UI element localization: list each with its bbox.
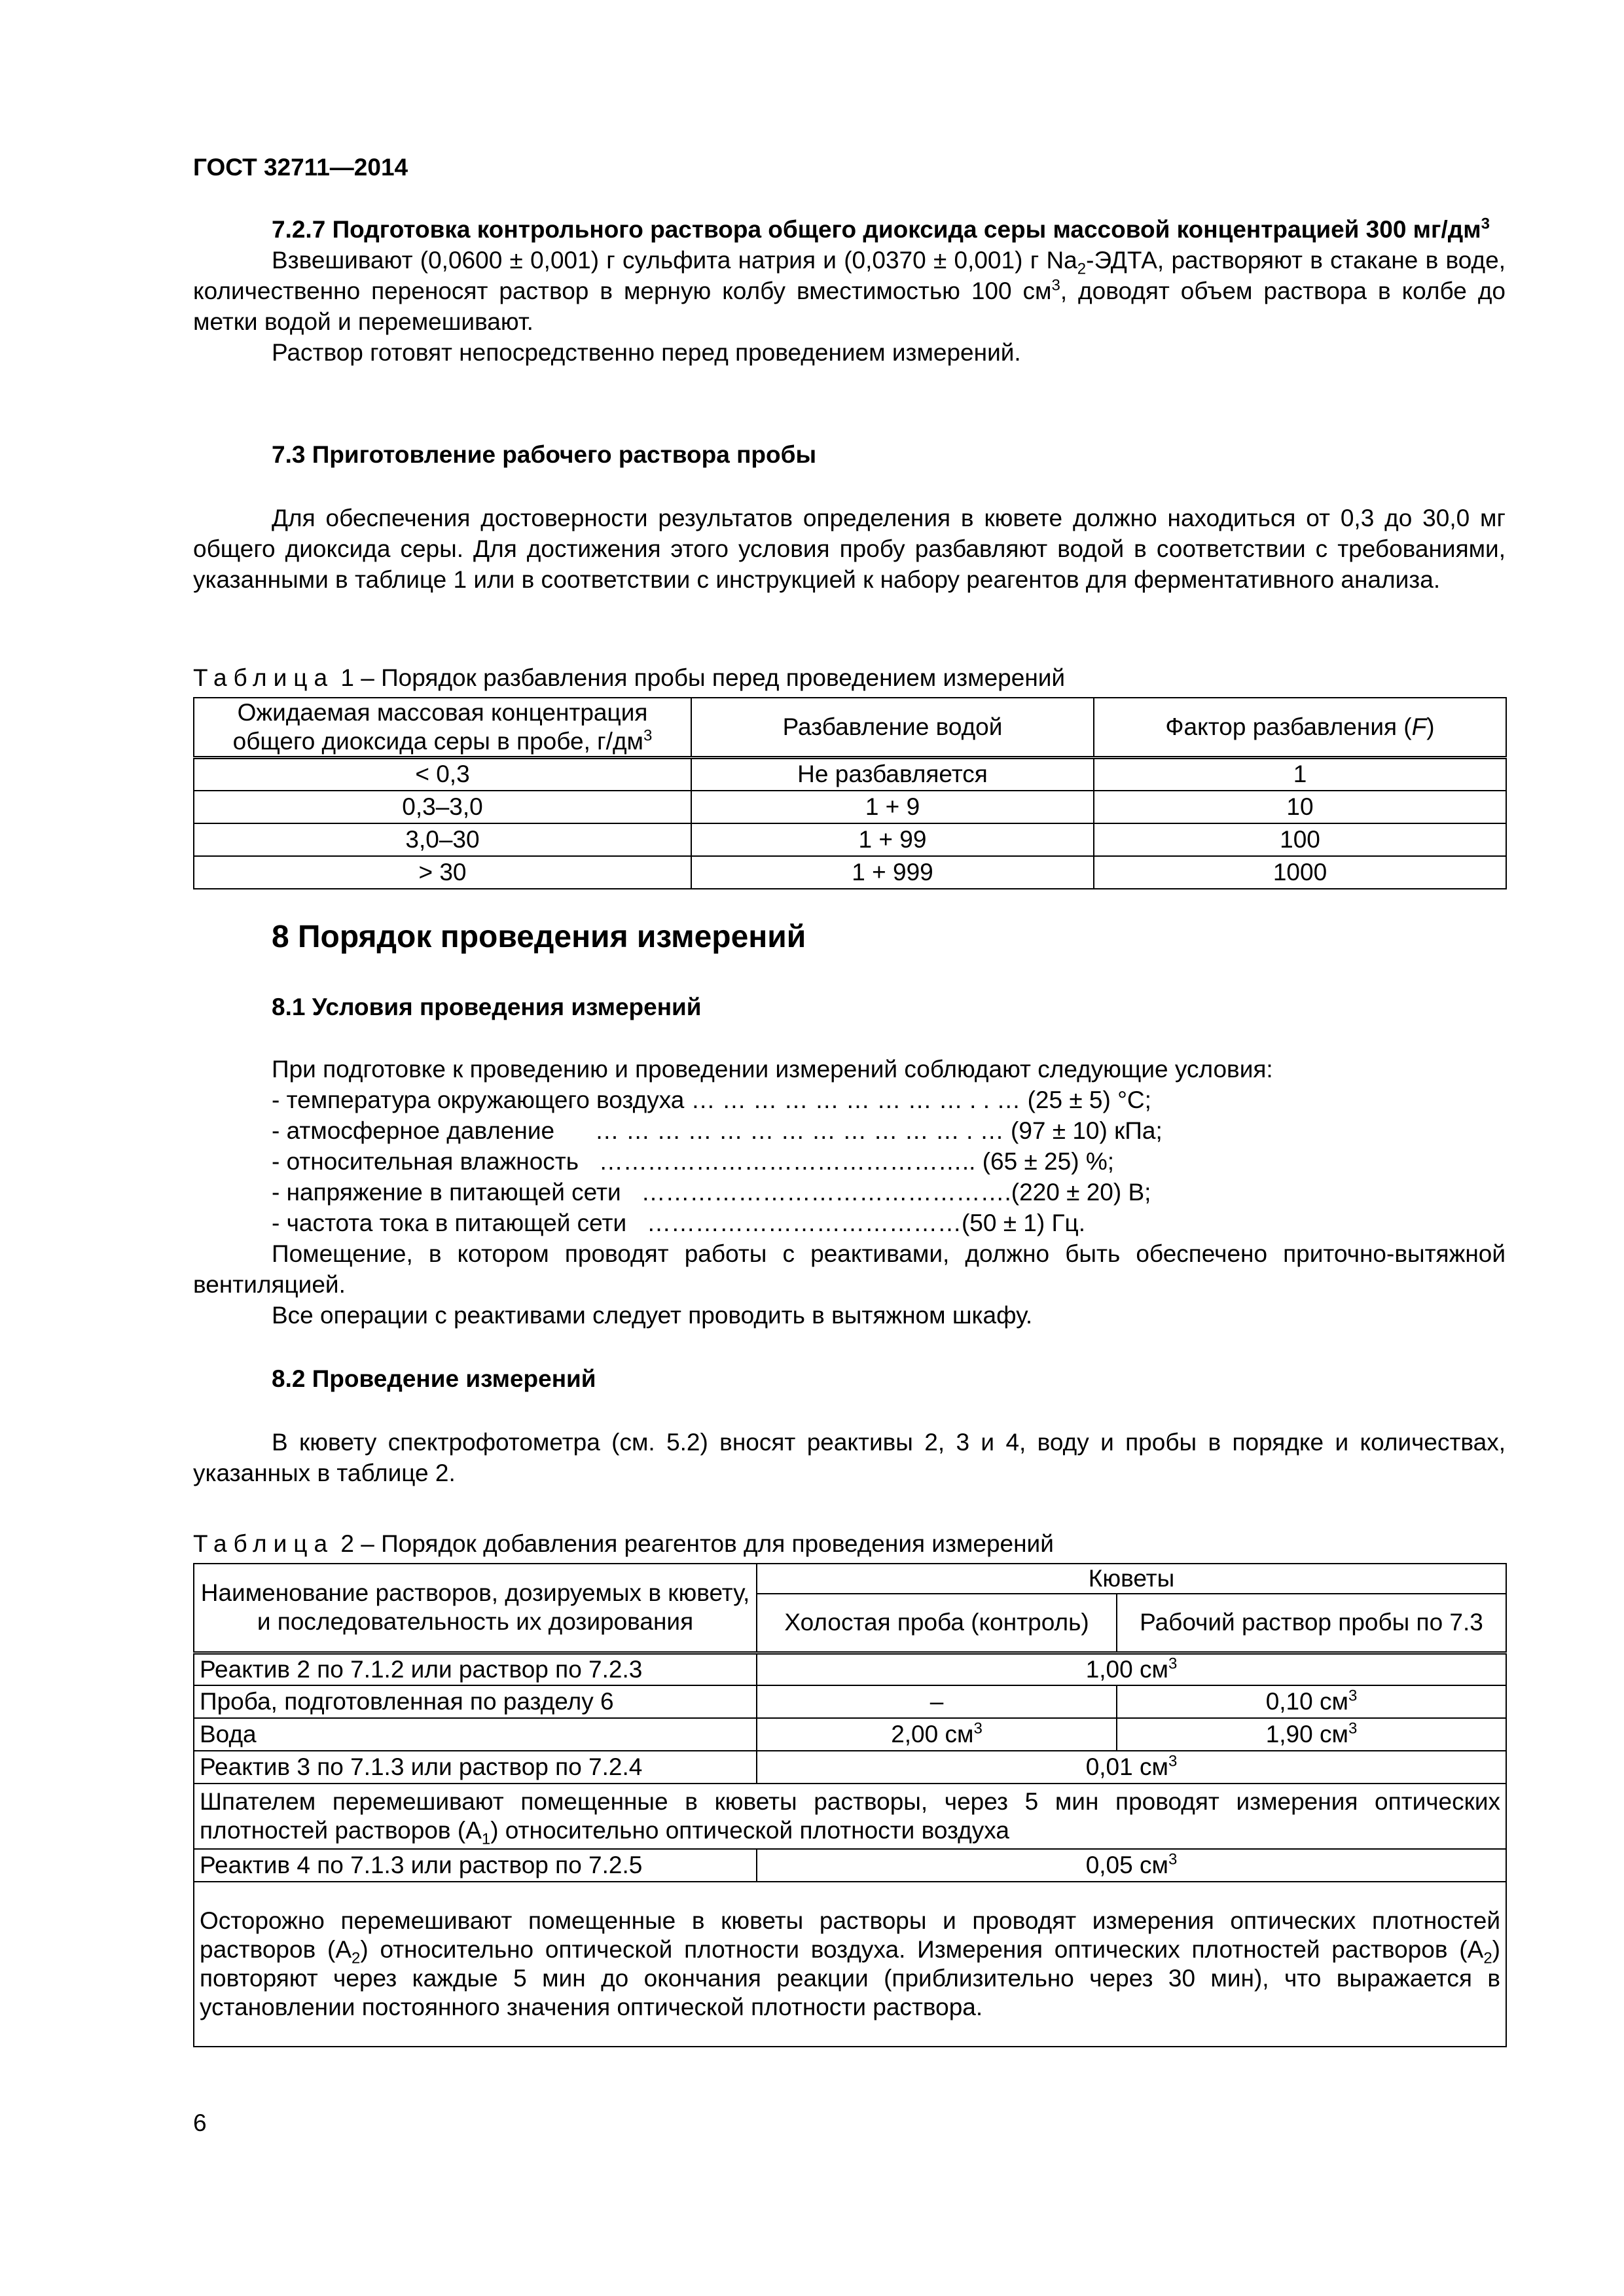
table-cell: 100 — [1094, 823, 1506, 856]
section-7-3-title: 7.3 Приготовление рабочего раствора пробы — [272, 441, 817, 468]
section-7-2-7-title: 7.2.7 Подготовка контрольного раствора общего диоксида серы массовой концентрацией 300 $мг/дм^3$ — [272, 215, 1490, 243]
condition-frequency: - частота тока в питающей сети ………………………………… (50 ± 1) Гц. — [272, 1210, 1085, 1236]
table-cell: Реактив 4 по 7.1.3 или раствор по 7.2.5 — [194, 1849, 757, 1882]
table-row — [194, 1849, 1506, 1882]
table-cell: 1 — [1094, 758, 1506, 791]
table-2-header-cuvettes: Кюветы — [757, 1564, 1506, 1594]
table-cell: Вода — [194, 1718, 757, 1751]
table-cell: 10 — [1094, 791, 1506, 823]
section-8-title: 8 Порядок проведения измерений — [272, 920, 806, 954]
table-row — [194, 791, 1506, 823]
section-7-2-7-paragraph-1: Взвешивают (0,0600 ± 0,001) г сульфита натрия и (0,0370 ± 0,001) г $Na_2$-ЭДТА, растворяют в стакане в воде, количественно переносят раствор в мерную колбу вместимостью 100 $см^3$, доводят объем раствора в колбе до метки водой и перемешивают. — [193, 247, 1506, 335]
table-cell: 3,0–30 — [194, 823, 691, 856]
table-1-header-factor: Фактор разбавления (F) — [1094, 698, 1506, 758]
table-2 — [193, 1563, 1507, 2047]
table-1 — [193, 697, 1507, 889]
table-2-header-row-1 — [194, 1564, 1506, 1594]
page-number: 6 — [193, 2109, 207, 2136]
table-cell: Реактив 2 по 7.1.2 или раствор по 7.2.3 — [194, 1653, 757, 1685]
table-row — [194, 1653, 1506, 1685]
table-row — [194, 856, 1506, 889]
table-cell: > 30 — [194, 856, 691, 889]
table-row — [194, 1882, 1506, 2047]
table-row — [194, 1718, 1506, 1751]
table-cell: 1 + 9 — [691, 791, 1094, 823]
table-cell: 1 + 99 — [691, 823, 1094, 856]
table-cell: 2,00 $см^3$ — [757, 1718, 1117, 1751]
table-2-caption: Таблица 2 – Порядок добавления реагентов для проведения измерений — [193, 1530, 1054, 1557]
document-code: ГОСТ 32711—2014 — [193, 154, 408, 181]
table-cell: 1000 — [1094, 856, 1506, 889]
table-cell: Реактив 3 по 7.1.3 или раствор по 7.2.4 — [194, 1751, 757, 1784]
table-row — [194, 1784, 1506, 1849]
table-cell: < 0,3 — [194, 758, 691, 791]
fume-hood-paragraph: Все операции с реактивами следует проводить в вытяжном шкафу. — [272, 1302, 1033, 1329]
condition-voltage: - напряжение в питающей сети ………………………………………. (220 ± 20) В; — [272, 1179, 1151, 1206]
table-cell: 0,3–3,0 — [194, 791, 691, 823]
table-cell: 1,00 $см^3$ — [757, 1653, 1506, 1685]
table-cell: 0,01 $см^3$ — [757, 1751, 1506, 1784]
table-cell: 1,90 $см^3$ — [1117, 1718, 1506, 1751]
condition-humidity: - относительная влажность ……………………………………….. (65 ± 25) %; — [272, 1148, 1114, 1175]
table-2-header-blank: Холостая проба (контроль) — [757, 1594, 1117, 1653]
table-note-2: Осторожно перемешивают помещенные в кюветы растворы и проводят измерения оптических плотностей растворов $(А_2)$ относительно оптической плотности воздуха. Измерения оптических плотностей растворов $(А_2)$ повторяют через каждые 5 мин до окончания реакции (приблизительно через 30 мин), что выражается в установлении постоянного значения оптической плотности раствора. — [194, 1882, 1506, 2047]
table-row — [194, 823, 1506, 856]
table-row — [194, 1685, 1506, 1718]
section-7-3-paragraph: Для обеспечения достоверности результатов определения в кювете должно находиться от 0,3 до 30,0 мг общего диоксида серы. Для достижения этого условия пробу разбавляют водой в соответствии с требованиями, указанными в таблице 1 или в соответствии с инструкцией к набору реагентов для ферментативного анализа. — [193, 505, 1506, 593]
table-1-caption: Таблица 1 – Порядок разбавления пробы перед проведением измерений — [193, 664, 1066, 691]
conditions-list — [193, 1085, 1506, 1238]
section-7-2-7-paragraph-2: Раствор готовят непосредственно перед проведением измерений. — [272, 339, 1021, 366]
condition-temperature: - температура окружающего воздуха … … … … … … … … … . . … (25 ± 5) °С; — [272, 1086, 1151, 1113]
ventilation-paragraph: Помещение, в котором проводят работы с реактивами, должно быть обеспечено приточно-вытяжной вентиляцией. — [193, 1240, 1506, 1298]
table-cell: – — [757, 1685, 1117, 1718]
section-8-2-title: 8.2 Проведение измерений — [272, 1365, 596, 1392]
table-1-header-row — [194, 698, 1506, 758]
section-8-1-title: 8.1 Условия проведения измерений — [272, 994, 702, 1020]
table-2-header-working: Рабочий раствор пробы по 7.3 — [1117, 1594, 1506, 1653]
section-8-1-intro: При подготовке к проведению и проведении измерений соблюдают следующие условия: — [272, 1056, 1273, 1083]
table-row — [194, 758, 1506, 791]
document-page — [193, 0, 1506, 2296]
table-cell: Не разбавляется — [691, 758, 1094, 791]
table-row — [194, 1751, 1506, 1784]
section-7-2-7 — [193, 214, 1506, 368]
section-8-2-paragraph: В кювету спектрофотометра (см. 5.2) вносят реактивы 2, 3 и 4, воду и пробы в порядке и количествах, указанных в таблице 2. — [193, 1429, 1506, 1486]
condition-pressure: - атмосферное давление … … … … … … … … … … … … . … (97 ± 10) кПа; — [272, 1117, 1163, 1144]
table-cell: Проба, подготовленная по разделу 6 — [194, 1685, 757, 1718]
table-cell: 0,05 $см^3$ — [757, 1849, 1506, 1882]
table-cell: 0,10 $см^3$ — [1117, 1685, 1506, 1718]
table-1-header-concentration: Ожидаемая массовая концентрация общего диоксида серы в пробе, $г/дм^3$ — [194, 698, 691, 758]
table-cell: 1 + 999 — [691, 856, 1094, 889]
table-note-1: Шпателем перемешивают помещенные в кюветы растворы, через 5 мин проводят измерения оптических плотностей растворов $(А_1)$ относительно оптической плотности воздуха — [194, 1784, 1506, 1849]
table-2-header-solutions: Наименование растворов, дозируемых в кювету, и последовательность их дозирования — [194, 1564, 757, 1653]
table-1-header-dilution: Разбавление водой — [691, 698, 1094, 758]
